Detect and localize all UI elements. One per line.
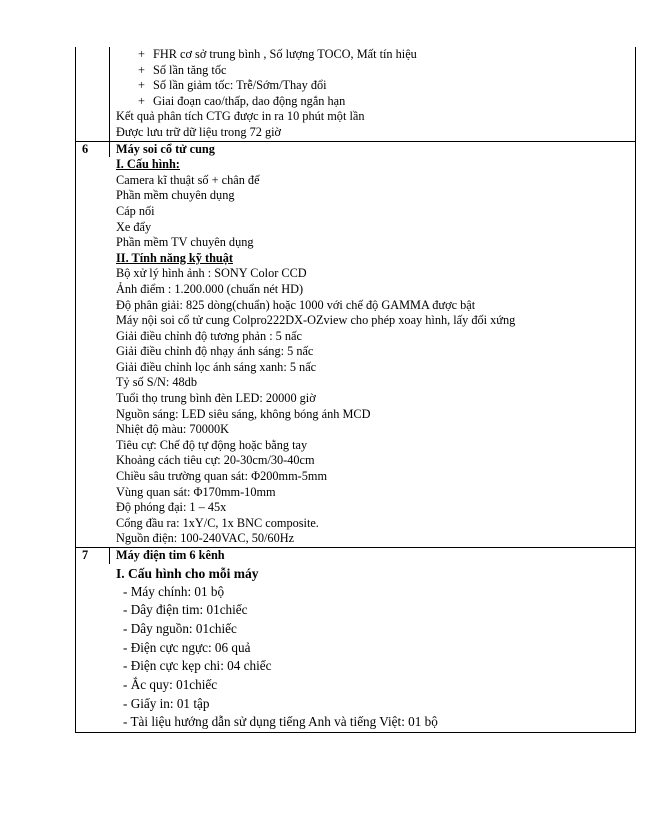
feature-item: Nguồn sáng: LED siêu sáng, không bóng ánh MCD [116,406,371,421]
config-item: Xe đẩy [116,219,152,234]
table-row-6 [76,141,635,547]
feature-item: Máy nội soi cổ tử cung Colpro222DX-OZview cho phép xoay hình, lấy đối xứng [116,313,516,328]
feature-item: Tiêu cự: Chế độ tự động hoặc bằng tay [116,437,308,452]
feature-item: Ảnh điểm : 1.200.000 (chuẩn nét HD) [116,281,304,296]
item-title: Máy soi cổ tử cung [116,141,215,156]
row-content-cell [110,47,635,141]
feature-item: Cổng đầu ra: 1xY/C, 1x BNC composite. [116,515,319,530]
bullet-item: + Giai đoạn cao/thấp, dao động ngắn hạn [138,93,346,108]
row-number-cell [76,47,110,141]
plus-bullet-icon: + [138,62,145,77]
plus-bullet-icon: + [138,93,145,108]
feature-item: Nguồn điện: 100-240VAC, 50/60Hz [116,531,295,546]
feature-item: Độ phân giải: 825 dòng(chuẩn) hoặc 1000 với chế độ GAMMA được bật [116,297,476,312]
config-item: - Máy chính: 01 bộ [123,583,225,599]
section-heading: I. Cấu hình: [116,157,180,172]
config-item: - Điện cực kẹp chi: 04 chiếc [123,658,272,674]
row-number: 7 [76,548,110,564]
feature-item: Giải điều chỉnh độ nhạy ánh sáng: 5 nấc [116,344,314,359]
feature-item: Khoảng cách tiêu cự: 20-30cm/30-40cm [116,453,315,468]
text-line: Được lưu trữ dữ liệu trong 72 giờ [116,124,282,139]
config-item: Cáp nối [116,203,155,218]
feature-item: Nhiệt độ màu: 70000K [116,422,230,437]
row-content-cell [110,142,635,547]
bullet-item: + Số lần giảm tốc: Trễ/Sớm/Thay đổi [138,78,327,93]
table-row-7 [76,547,635,732]
row-number: 6 [76,142,110,158]
feature-item: Vùng quan sát: Φ170mm-10mm [116,484,276,499]
table-row-continued [76,47,635,141]
feature-item: Giải điều chỉnh độ tương phản : 5 nấc [116,328,302,343]
plus-bullet-icon: + [138,78,145,93]
config-item: - Dây điện tim: 01chiếc [123,602,248,618]
config-item: Phần mềm TV chuyên dụng [116,235,254,250]
section-heading: II. Tính năng kỹ thuật [116,250,233,265]
feature-item: Độ phóng đại: 1 – 45x [116,500,227,515]
config-item: - Ắc quy: 01chiếc [123,677,218,693]
bullet-item: + FHR cơ sở trung bình , Số lượng TOCO, Mất tín hiệu [138,47,417,61]
row-content-cell [110,548,635,732]
feature-item: Bộ xử lý hình ảnh : SONY Color CCD [116,266,307,281]
item-title: Máy điện tim 6 kênh [116,548,225,562]
text-line: Kết quả phân tích CTG được in ra 10 phút một lần [116,109,365,124]
section-heading: I. Cấu hình cho mỗi máy [116,565,259,581]
feature-item: Tỷ số S/N: 48db [116,375,197,390]
plus-bullet-icon: + [138,47,145,61]
config-item: - Giấy in: 01 tập [123,695,210,711]
feature-item: Tuổi thọ trung bình đèn LED: 20000 giờ [116,391,316,406]
spec-table [75,47,636,733]
config-item: Phần mềm chuyên dụng [116,188,235,203]
config-item: - Dây nguồn: 01chiếc [123,620,237,636]
bullet-item: + Số lần tăng tốc [138,62,227,77]
config-item: - Tài liệu hướng dẫn sử dụng tiếng Anh và tiếng Việt: 01 bộ [123,714,438,730]
config-item: - Điện cực ngực: 06 quả [123,639,251,655]
config-item: Camera kĩ thuật số + chân đế [116,172,260,187]
feature-item: Giải điều chỉnh lọc ánh sáng xanh: 5 nấc [116,359,317,374]
feature-item: Chiều sâu trường quan sát: Φ200mm-5mm [116,469,328,484]
